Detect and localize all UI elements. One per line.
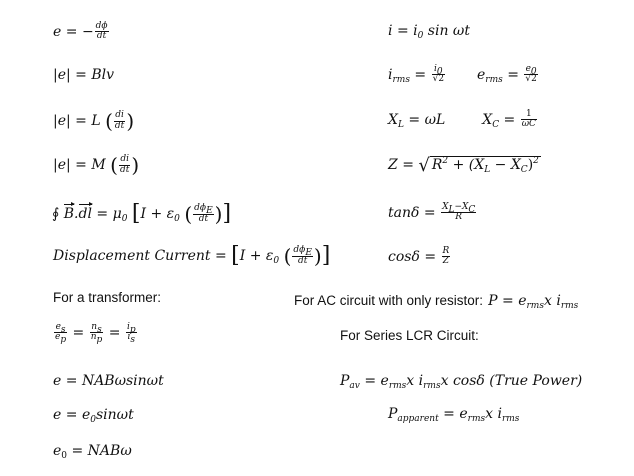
fraction [432, 65, 445, 85]
numerator: di [115, 110, 124, 121]
fraction [119, 155, 130, 175]
subscript: rms [485, 74, 503, 85]
subscript: rms [501, 414, 520, 424]
apparent-power [388, 406, 520, 424]
denominator-text: i [127, 332, 131, 343]
equals-sign: = [502, 293, 514, 309]
power-factor [388, 247, 451, 267]
phase-tan [388, 203, 477, 223]
denominator [90, 332, 104, 346]
power-formula [488, 293, 578, 309]
subscript: L [397, 119, 404, 130]
numerator-text: i [434, 64, 437, 74]
subscript: E [305, 248, 312, 259]
left-bracket: [ [131, 201, 141, 226]
right-paren: ) [527, 157, 534, 173]
denominator: dt [297, 255, 308, 266]
emf-symbol: e [53, 443, 62, 459]
motional-emf [53, 68, 114, 82]
ampere-maxwell-law [52, 203, 231, 225]
mutual-inductance-symbol: M [91, 157, 106, 173]
left-paren: ( [105, 109, 113, 133]
minus-text: − X [494, 157, 521, 173]
capacitive-reactance-symbol: X [482, 111, 493, 128]
peak-emf: e [81, 407, 91, 423]
denominator: dt [96, 31, 107, 42]
current-term: I + [239, 248, 262, 264]
subscript: s [60, 325, 66, 335]
fraction [114, 111, 125, 131]
superscript: 2 [442, 156, 449, 166]
equals-sign: = [108, 324, 121, 341]
fraction-ns-np [90, 322, 104, 346]
ac-resistor-label: For AC circuit with only resistor: [294, 293, 484, 308]
minus-sign: − [81, 23, 94, 40]
emf-symbol: e [518, 293, 527, 309]
current-symbol: i [388, 66, 393, 83]
emf-symbol: e [53, 407, 62, 423]
emf-abs: |e| [53, 113, 71, 129]
inductive-reactance-symbol: X [388, 111, 398, 128]
peak-current: i [413, 23, 418, 39]
magnetic-field-vector: B [63, 206, 75, 222]
left-bracket: [ [231, 243, 240, 268]
radicand [430, 156, 541, 175]
emf-abs: |e| [53, 157, 71, 173]
denominator: dt [119, 164, 130, 175]
denominator: R [455, 212, 463, 223]
subscript: p [60, 335, 67, 346]
denominator: dt [198, 213, 209, 224]
equals-sign: = [408, 111, 421, 128]
tan-delta: tanδ [388, 204, 420, 221]
subscript: C [520, 165, 528, 175]
permittivity-symbol: ε [166, 206, 175, 222]
equals-sign: = [65, 373, 78, 389]
current-symbol: i [556, 293, 561, 309]
left-paren: ( [184, 202, 193, 226]
equals-sign: = [423, 204, 436, 221]
equals-sign: = [71, 443, 84, 459]
equals-sign: = [214, 248, 227, 264]
subscript: 0 [273, 256, 280, 266]
subscript: av [349, 381, 360, 391]
subscript: 0 [417, 31, 424, 41]
denominator: √2 [432, 74, 445, 85]
subscript: 0 [436, 67, 443, 77]
subscript: rms [388, 381, 407, 391]
rhs: NABω [87, 443, 132, 459]
numerator-mid: −X [454, 202, 469, 212]
fraction [442, 247, 451, 267]
average-power [340, 373, 583, 391]
denominator [54, 332, 67, 346]
permeability-symbol: μ [112, 206, 122, 222]
mutual-induction-emf [53, 155, 139, 175]
lcr-label: For Series LCR Circuit: [340, 328, 479, 343]
subscript: 0 [121, 214, 128, 224]
subscript: 0 [174, 214, 180, 224]
equals-sign: = [75, 113, 87, 129]
emf-abs: |e| [53, 67, 71, 83]
subscript: apparent [397, 414, 439, 424]
times-symbol: x [440, 373, 449, 389]
numerator [292, 245, 312, 259]
fraction [441, 203, 476, 223]
numerator-text: i [126, 322, 130, 332]
equals-sign: = [75, 157, 87, 173]
numerator-text: X [442, 202, 449, 212]
equals-sign: = [507, 66, 519, 83]
impedance [388, 156, 541, 175]
emf-symbol: e [53, 23, 62, 40]
times-symbol: x [406, 373, 415, 389]
resistance-symbol: R [431, 157, 443, 173]
equals-sign: = [402, 157, 414, 173]
equals-sign: = [96, 206, 109, 222]
superscript: 2 [533, 156, 539, 166]
subscript: s [130, 335, 136, 346]
radical-sign: √ [418, 155, 430, 176]
power-symbol: P [340, 373, 350, 389]
denominator [126, 332, 137, 346]
rms-values [388, 65, 539, 85]
equals-sign: = [443, 406, 455, 422]
power-symbol: P [488, 293, 498, 309]
subscript: p [129, 325, 136, 335]
emf-symbol: e [53, 373, 62, 389]
numerator: di [120, 154, 129, 165]
instantaneous-emf [53, 407, 134, 425]
subscript: C [492, 119, 500, 130]
plus-term [453, 157, 485, 173]
transformer-label: For a transformer: [53, 290, 162, 305]
fraction [95, 22, 109, 42]
fraction [193, 204, 213, 224]
numerator: dϕ [95, 21, 108, 31]
times-symbol: x [543, 293, 552, 309]
equals-sign: = [65, 23, 78, 40]
times-symbol: x [485, 406, 494, 422]
inductance-symbol: L [91, 113, 101, 129]
lhs-label: Displacement Current [53, 248, 211, 264]
numerator: 1 [521, 110, 537, 120]
ac-resistor-line [294, 290, 578, 309]
emf-symbol: e [380, 373, 389, 389]
plus-text: + (X [452, 157, 485, 173]
denominator: Z [442, 256, 450, 267]
denominator-text: n [90, 332, 97, 343]
rhs: sinωt [95, 407, 134, 423]
numerator-text: e [55, 322, 61, 332]
numerator: R [442, 246, 450, 256]
cos-delta: cosδ [388, 248, 420, 265]
ac-current [388, 23, 470, 41]
rhs: Blv [91, 67, 115, 83]
current-symbol: i [418, 373, 424, 389]
fraction-ip-is [126, 322, 137, 346]
emf-faraday-law [53, 22, 110, 42]
equals-sign: = [72, 324, 85, 341]
emf-symbol: e [459, 406, 468, 422]
rhs: ωL [424, 111, 446, 128]
right-bracket: ] [222, 201, 232, 226]
subscript: E [206, 206, 213, 217]
reactances [388, 110, 538, 130]
cos-delta: cosδ [452, 373, 485, 389]
denominator: ωC [521, 119, 536, 130]
subscript: rms [560, 301, 579, 311]
true-power-note: (True Power) [489, 373, 583, 389]
fraction [524, 65, 537, 85]
equals-sign: = [364, 373, 377, 389]
numerator-text: dϕ [293, 245, 306, 256]
subscript: rms [392, 74, 410, 85]
subscript: L [484, 165, 491, 175]
subscript: 0 [530, 67, 537, 77]
subscript: rms [526, 301, 544, 311]
transformer-ratio [53, 322, 138, 346]
emf-symbol: e [476, 66, 486, 83]
peak-emf-lhs [53, 443, 67, 459]
numerator [193, 203, 213, 217]
numerator-text: dϕ [194, 203, 207, 214]
left-paren: ( [110, 153, 118, 177]
subscript: 0 [61, 451, 68, 461]
impedance-symbol: Z [388, 157, 398, 173]
denominator-text: e [55, 332, 61, 343]
right-paren: ) [214, 202, 223, 226]
subscript: s [97, 325, 102, 335]
rhs: sin ωt [427, 23, 470, 39]
peak-emf-formula [53, 443, 132, 461]
fraction [521, 110, 537, 130]
current-term: I + [140, 206, 163, 222]
permittivity-symbol: ε [265, 248, 274, 264]
numerator-text: e [525, 64, 531, 74]
right-paren: ) [313, 244, 322, 268]
equals-sign: = [75, 67, 87, 83]
right-paren: ) [126, 109, 135, 133]
denominator: √2 [525, 74, 537, 85]
equals-sign: = [396, 23, 409, 39]
ac-generator-emf [53, 374, 164, 388]
fraction [292, 246, 312, 266]
subscript: rms [423, 381, 441, 391]
subscript: rms [467, 414, 486, 424]
equals-sign: = [424, 248, 437, 265]
fraction-es-ep [54, 322, 67, 346]
subscript: L [448, 205, 455, 215]
right-paren: ) [131, 153, 140, 177]
subscript: C [468, 205, 476, 215]
left-paren: ( [283, 244, 292, 268]
self-induction-emf [53, 111, 134, 131]
current-symbol: i [388, 23, 393, 39]
line-element-vector: dl [78, 206, 92, 222]
current-symbol: i [497, 406, 502, 422]
displacement-current [53, 245, 330, 267]
dot-product: . [74, 206, 79, 222]
equals-sign: = [65, 407, 78, 423]
denominator: dt [114, 120, 125, 131]
contour-integral-symbol: ∮ [52, 206, 60, 222]
equals-sign: = [503, 111, 516, 128]
subscript: p [96, 335, 103, 346]
rhs: NABωsinωt [81, 373, 164, 389]
subscript: 0 [90, 415, 96, 425]
right-bracket: ] [321, 243, 331, 268]
power-symbol: P [388, 406, 398, 422]
numerator-text: n [91, 322, 98, 332]
equals-sign: = [414, 66, 427, 83]
